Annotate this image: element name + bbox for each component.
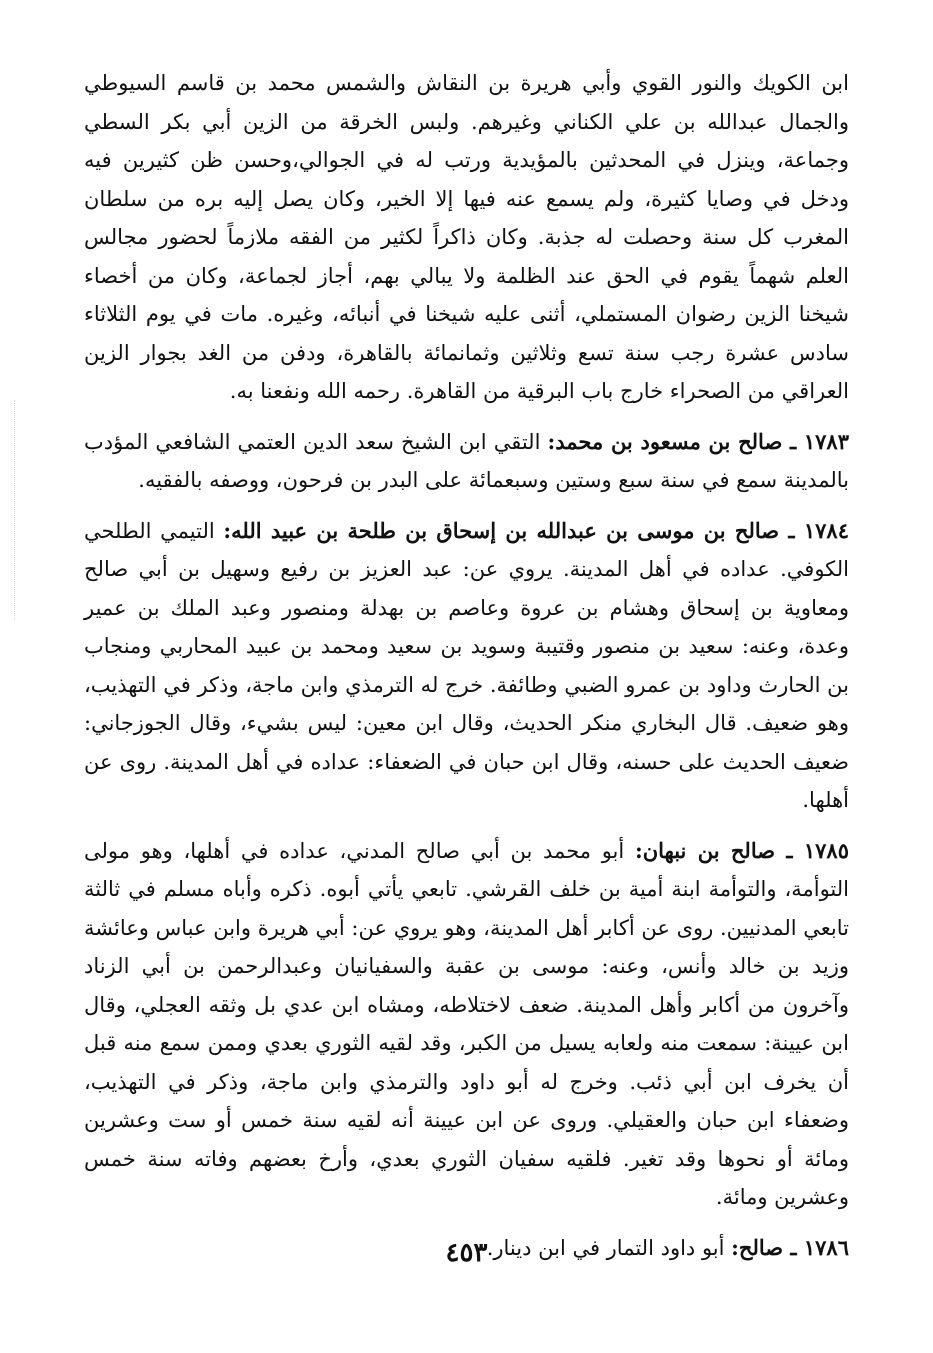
entry-1786-text: أبو داود التمار في ابن دينار. [486,1235,732,1260]
entry-1783-heading: ١٧٨٣ ـ صالح بن مسعود بن محمد: [547,428,849,454]
entry-1783 [84,423,849,500]
entry-1784-text: التيمي الطلحي الكوفي. عداده في أهل المدينة. يروي عن: عبد العزيز بن رفيع وسهيل بن أبي صالح ومعاوية بن إسحاق وهشام بن عروة وعاصم بن بهدلة ومنصور وعبد الملك بن عمير وعدة، وعنه: سعيد بن منصور وقتيبة وسويد بن سعيد ومحمد بن عبيد المحاربي ومنجاب بن الحارث وداود بن عمرو الضبي وطائفة. خرج له الترمذي وابن ماجة، وذكر في التهذيب، وهو ضعيف. قال البخاري منكر الحديث، وقال ابن معين: ليس بشيء، وقال الجوزجاني: ضعيف الحديث على حسنه، وقال ابن حبان في الضعفاء: عداده في أهل المدينة. روى عن أهلها. [84,518,849,812]
entry-1785-text: أبو محمد بن أبي صالح المدني، عداده في أهلها، وهو مولى التوأمة، والتوأمة ابنة أمية بن خلف القرشي. تابعي يأتي أبوه. ذكره وأباه مسلم في ثالثة تابعي المدنيين. روى عن أكابر أهل المدينة، وهو يروي عن: أبي هريرة وابن عباس وعائشة وزيد بن خالد وأنس، وعنه: موسى بن عقبة والسفيانيان وعبدالرحمن بن أبي الزناد وآخرون من أكابر وأهل المدينة. ضعف لاختلاطه، ومشاه ابن عدي بل وثقه العجلي، وقال ابن عيينة: سمعت منه ولعابه يسيل من الكبر، وقد لقيه الثوري بعدي وممن سمع منه قبل أن يخرف ابن أبي ذئب. وخرج له أبو داود والترمذي وابن ماجة، وذكر في التهذيب، وضعفاء ابن حبان والعقيلي. وروى عن ابن عيينة أنه لقيه سنة خمس أو ست وعشرين ومائة أو نحوها وقد تغير. فلقيه سفيان الثوري بعدي، وأرخ بعضهم وفاته سنة خمس وعشرين ومائة. [84,838,849,1209]
entry-1786-heading: ١٧٨٦ ـ صالح: [731,1234,849,1260]
intro-paragraph: ابن الكويك والنور القوي وأبي هريرة بن النقاش والشمس محمد بن قاسم السيوطي والجمال عبدالله بن علي الكناني وغيرهم. ولبس الخرقة من الزين أبي بكر السطي وجماعة، وينزل في المحدثين بالمؤيدية ورتب له في الجوالي،وحسن ظن كثيرين فيه ودخل في وصايا كثيرة، ولم يسمع عنه فيها إلا الخير، وكان يصل إليه بره من سلطان المغرب كل سنة وحصلت له جذبة. وكان ذاكراً لكثير من الفقه ملازماً لحضور مجالس العلم شهماً يقوم في الحق عند الظلمة ولا يبالي بهم، أجاز لجماعة، وكان من أخصاء شيخنا الزين رضوان المستملي، أثنى عليه شيخنا في أنبائه، وغيره. مات في يوم الثلاثاء سادس عشرة رجب سنة تسع وثلاثين وثمانمائة بالقاهرة، ودفن من الغد بجوار الزين العراقي من الصحراء خارج باب البرقية من القاهرة. رحمه الله ونفعنا به. [84,71,849,403]
entry-1784 [84,512,849,820]
entry-1785-heading: ١٧٨٥ ـ صالح بن نبهان: [634,837,849,863]
page-number: ٤٥٣ [445,1238,488,1268]
scan-margin-mark [14,400,19,620]
entry-1784-heading: ١٧٨٤ ـ صالح بن موسى بن عبدالله بن إسحاق بن طلحة بن عبيد الله: [223,517,849,543]
entry-1785 [84,832,849,1217]
entry-1783-text: التقي ابن الشيخ سعد الدين العتمي الشافعي المؤدب بالمدينة سمع في سنة سبع وستين وسبعمائة على البدر بن فرحون، ووصفه بالفقيه. [84,429,849,492]
page-body [84,64,849,1267]
